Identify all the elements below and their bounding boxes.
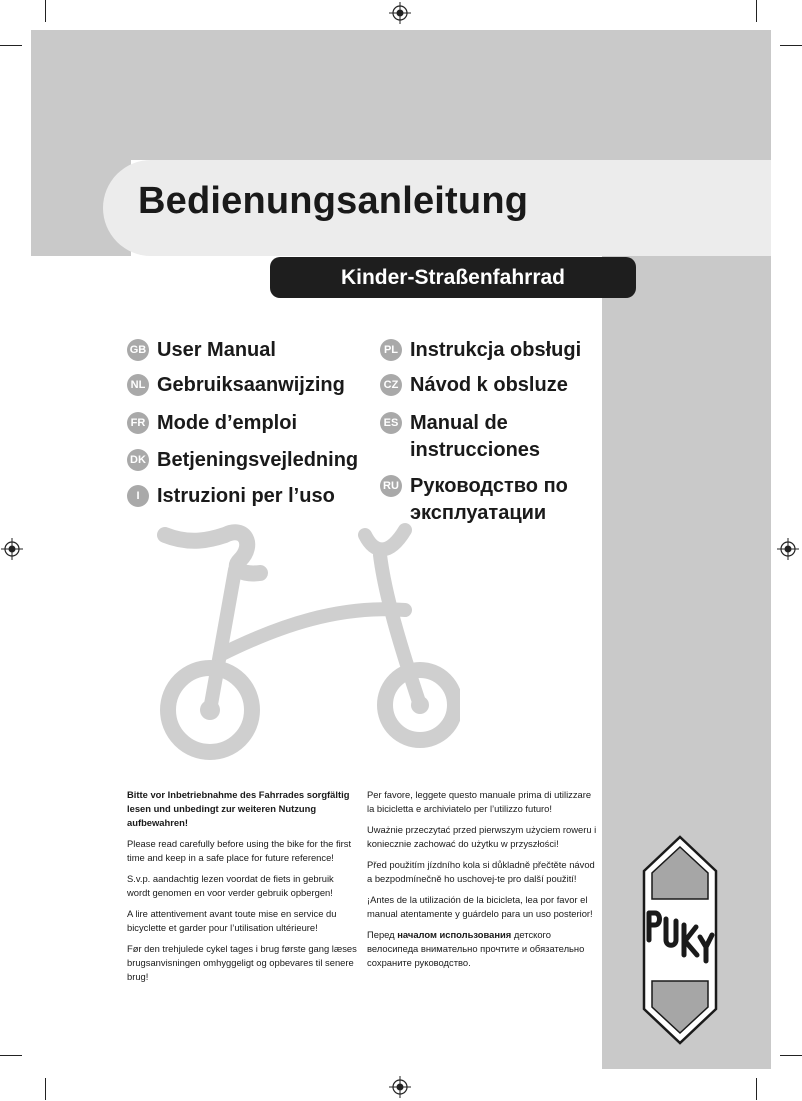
language-code-badge: NL: [127, 374, 149, 396]
note-it: Per favore, leggete questo manuale prima di utilizzare la bicicletta e archiviatelo per l’utilizzo futuro!: [367, 789, 592, 814]
note-cz: Před použitím jízdního kola si důkladně přečtěte návod a bezpodmínečně ho uschovej-te pro další použití!: [367, 859, 595, 884]
language-label: Mode d’emploi: [157, 412, 297, 434]
language-item-gb: [127, 341, 276, 364]
header-band: [31, 30, 771, 160]
language-label: Návod k obsluze: [410, 374, 568, 396]
language-code-badge: FR: [127, 412, 149, 434]
registration-mark-icon: [389, 2, 411, 24]
note-pl: Uważnie przeczytać przed pierwszym użyciem roweru i koniecznie zachować do użytku w przyszłości!: [367, 824, 597, 849]
language-item-es: [380, 414, 580, 464]
language-code-badge: DK: [127, 449, 149, 471]
crop-mark: [45, 1078, 46, 1100]
note-ru: [367, 928, 599, 970]
registration-mark-icon: [777, 538, 799, 560]
language-label: User Manual: [157, 339, 276, 361]
language-item-pl: [380, 341, 581, 364]
language-label: Руководство по эксплуатации: [410, 475, 568, 524]
page-title: Bedienungsanleitung: [138, 180, 529, 222]
note-fr: A lire attentivement avant toute mise en service du bicyclette et garder pour l’utilisation ultérieure!: [127, 908, 337, 933]
notes-left-column: [127, 788, 359, 991]
subtitle-box: [270, 257, 636, 298]
language-label: Betjeningsvejledning: [157, 449, 359, 471]
note-gb: Please read carefully before using the bike for the first time and keep in a safe place for future reference!: [127, 838, 352, 863]
crop-mark: [45, 0, 46, 22]
registration-mark-icon: [1, 538, 23, 560]
language-item-nl: [127, 376, 345, 399]
note-nl: S.v.p. aandachtig lezen voordat de fiets in gebruik wordt genomen en voor verder gebruik opbergen!: [127, 873, 334, 898]
language-code-badge: ES: [380, 412, 402, 434]
language-label: Manual de instrucciones: [410, 412, 541, 461]
subtitle: Kinder-Straßenfahrrad: [340, 265, 566, 289]
notes-right-column: [367, 788, 599, 977]
puky-logo-icon: [640, 835, 720, 1045]
note-es: ¡Antes de la utilización de la bicicleta, lea por favor el manual atentamente y guárdelo para un uso posterior!: [367, 894, 593, 919]
language-label: Gebruiksaanwijzing: [157, 374, 345, 396]
bike-illustration-icon: [150, 515, 460, 765]
crop-mark: [756, 0, 757, 22]
language-code-badge: I: [127, 485, 149, 507]
note-ru-post: детского велосипеда внимательно прочтите и обязательно сохраните руководство.: [367, 929, 585, 968]
language-code-badge: GB: [127, 339, 149, 361]
language-item-i: [127, 487, 335, 510]
crop-mark: [0, 1055, 22, 1056]
language-code-badge: PL: [380, 339, 402, 361]
registration-mark-icon: [389, 1076, 411, 1098]
crop-mark: [780, 45, 802, 46]
language-item-fr: [127, 414, 297, 437]
crop-mark: [756, 1078, 757, 1100]
crop-mark: [0, 45, 22, 46]
note-ru-bold: началом использования: [397, 929, 512, 940]
language-item-ru: [380, 477, 600, 527]
language-label: Instrukcja obsługi: [410, 339, 582, 361]
note-ru-pre: Перед: [367, 929, 398, 940]
note-de: Bitte vor Inbetriebnahme des Fahrrades sorgfältig lesen und unbedingt zur weiteren Nutzung aufbewahren!: [127, 789, 350, 828]
language-code-badge: CZ: [380, 374, 402, 396]
crop-mark: [780, 1055, 802, 1056]
language-code-badge: RU: [380, 475, 402, 497]
language-item-dk: [127, 451, 358, 474]
note-dk: Før den trehjulede cykel tages i brug første gang læses brugsanvisningen omhyggeligt og opbevares til senere brug!: [127, 943, 357, 982]
language-label: Istruzioni per l’uso: [157, 485, 335, 507]
language-item-cz: [380, 376, 568, 399]
